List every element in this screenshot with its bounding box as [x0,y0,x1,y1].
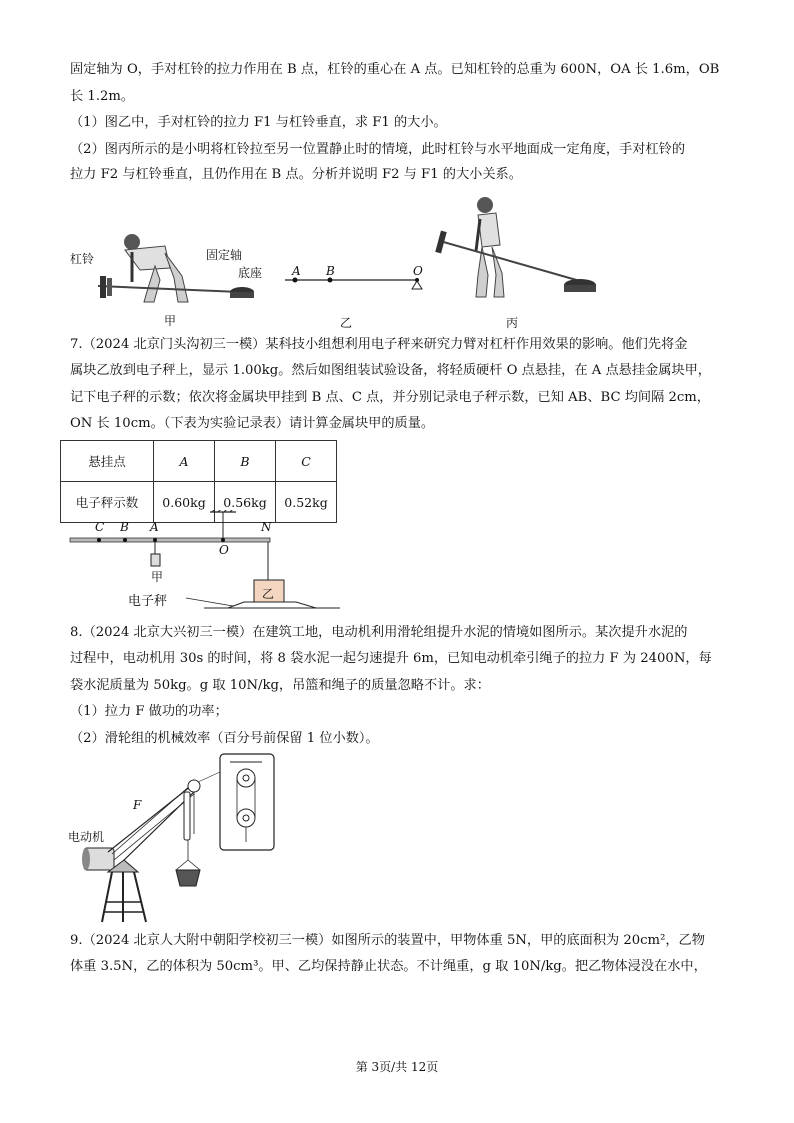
p8-q1: （1）拉力 F 做功的功率； [70,704,228,719]
label-point-b: B [326,264,335,278]
table-cell: 0.52kg [276,482,337,523]
caption-bing: 丙 [506,316,519,330]
label-block-yi: 乙 [262,587,275,601]
label-point-a2: A [150,520,159,534]
label-point-a: A [292,264,301,278]
page-footer: 第 3页/共 12页 [355,1060,439,1074]
table-cell: C [276,441,337,482]
table-cell: 0.56kg [215,482,276,523]
label-point-o: O [413,264,423,278]
label-barbell: 杠铃 [70,252,95,266]
label-point-o2: O [219,543,229,557]
table-cell: 0.60kg [154,482,215,523]
label-base: 底座 [238,266,263,280]
p8-q2: （2）滑轮组的机械效率（百分号前保留 1 位小数）。 [70,731,379,746]
label-force-f: F [133,798,142,812]
p6-q1: （1）图乙中，手对杠铃的拉力 F1 与杠铃垂直，求 F1 的大小。 [70,115,447,130]
label-fixed-axis: 固定轴 [206,248,243,262]
p7-line3: 记下电子秤的示数；依次将金属块甲挂到 B 点、C 点，并分别记录电子秤示数，已知 AB、BC 均间隔 2cm， [70,390,710,405]
p9-line1: 9.（2024 北京人大附中朝阳学校初三一模）如图所示的装置中，甲物体重 5N，甲的底面积为 20cm²，乙物 [70,933,705,948]
label-point-b2: B [120,520,129,534]
p6-q2-line1: （2）图丙所示的是小明将杠铃拉至另一位置静止时的情境，此时杠铃与水平地面成一定角度，手对杠铃的 [70,142,686,157]
p7-line1: 7.（2024 北京门头沟初三一模）某科技小组想利用电子秤来研究力臂对杠杆作用效果的影响。他们先将金 [70,337,688,352]
p7-line2: 属块乙放到电子秤上，显示 1.00kg。然后如图组装试验设备，将轻质硬杆 O 点悬挂，在 A 点悬挂金属块甲， [70,363,711,378]
p8-line3: 袋水泥质量为 50kg。g 取 10N/kg，吊篮和绳子的质量忽略不计。求： [70,678,490,693]
label-block-jia: 甲 [151,570,164,584]
table-cell: 电子秤示数 [61,482,154,523]
table-cell: A [154,441,215,482]
p9-line2: 体重 3.5N，乙的体积为 50cm³。甲、乙均保持静止状态。不计绳重，g 取 10N/kg。把乙物体浸没在水中， [70,959,707,974]
lever-diagram-yi [285,265,425,295]
lever-scale-diagram [68,510,348,620]
caption-jia: 甲 [164,314,177,328]
table-cell: 悬挂点 [61,441,154,482]
caption-yi: 乙 [340,316,353,330]
label-motor: 电动机 [68,830,105,844]
p8-line1: 8.（2024 北京大兴初三一模）在建筑工地，电动机利用滑轮组提升水泥的情境如图所示。某次提升水泥的 [70,625,688,640]
table-cell: B [215,441,276,482]
p7-line4: ON 长 10cm。（下表为实验记录表）请计算金属块甲的质量。 [70,416,435,431]
label-electronic-scale: 电子秤 [128,594,168,609]
p6-q2-line2: 拉力 F2 与杠铃垂直，且仍作用在 B 点。分析并说明 F2 与 F1 的大小关系。 [70,167,522,182]
label-point-c: C [95,520,105,534]
p6-line1: 固定轴为 O，手对杠铃的拉力作用在 B 点，杠铃的重心在 A 点。已知杠铃的总重为 600N，OA 长 1.6m，OB [70,62,720,77]
p8-line2: 过程中，电动机用 30s 的时间，将 8 袋水泥一起匀速提升 6m，已知电动机牵引绳子的拉力 F 为 2400N，每 [70,651,712,666]
table-row [61,441,337,482]
barbell-figure-bing [430,193,610,305]
p6-line2: 长 1.2m。 [70,89,135,104]
label-point-n: N [261,520,272,534]
